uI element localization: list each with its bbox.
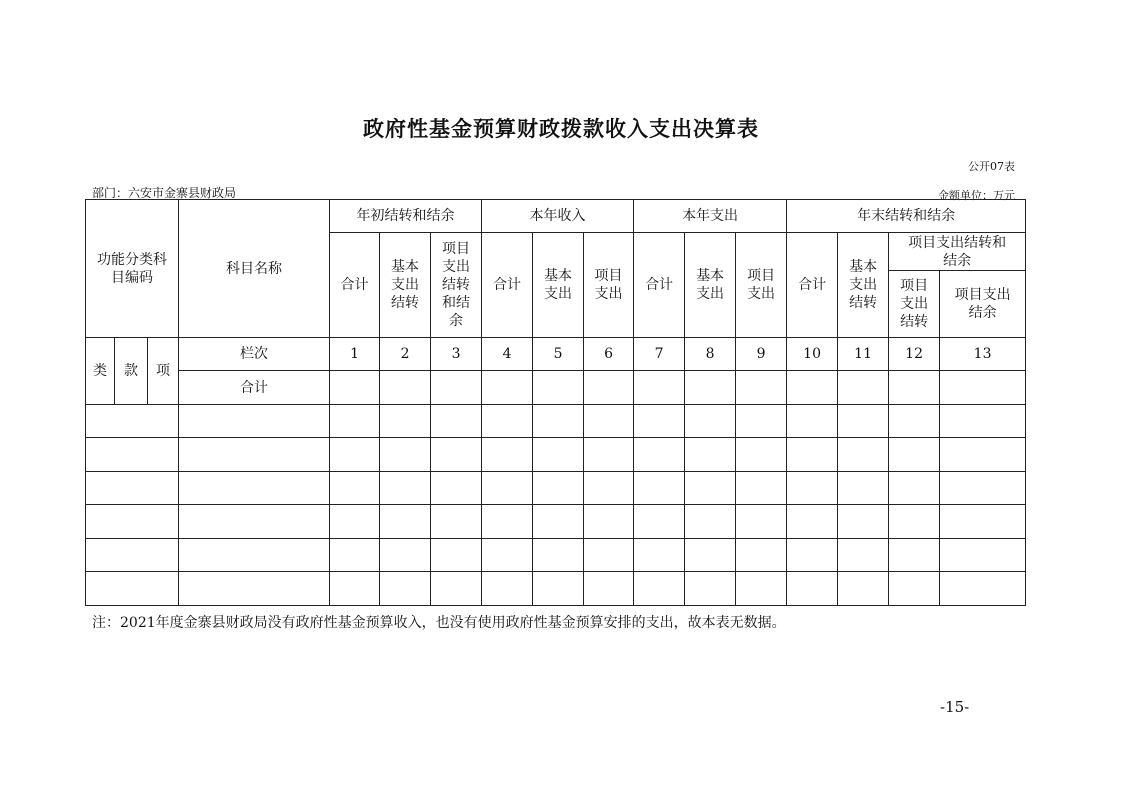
col-number: 11 xyxy=(838,338,889,371)
table-title: 政府性基金预算财政拨款收入支出决算表 xyxy=(363,117,759,141)
table-row xyxy=(86,472,1026,505)
func-code-header: 功能分类科目编码 xyxy=(86,200,179,338)
col-header: 合计 xyxy=(482,233,533,338)
unit-label: 金额单位：万元 xyxy=(938,189,1015,202)
column-number-row xyxy=(86,338,1026,371)
col-header: 项目支出 xyxy=(736,233,787,338)
code-part-xiang: 项 xyxy=(148,338,179,405)
table-row xyxy=(86,539,1026,572)
col-header: 项目支出结转 xyxy=(889,271,940,338)
col-header: 基本支出结转 xyxy=(380,233,431,338)
col-header: 合计 xyxy=(330,233,380,338)
budget-table xyxy=(85,199,1026,606)
page-number: -15- xyxy=(940,698,970,716)
group-header-opening: 年初结转和结余 xyxy=(330,200,482,233)
code-part-lei: 类 xyxy=(86,338,115,405)
code-part-kuan: 款 xyxy=(115,338,148,405)
col-number: 7 xyxy=(634,338,685,371)
table-row xyxy=(86,405,1026,438)
table-row xyxy=(86,505,1026,539)
col-number: 3 xyxy=(431,338,482,371)
sub-group-header: 项目支出结转和结余 xyxy=(889,233,1026,271)
table-row xyxy=(86,572,1026,606)
group-header-expense: 本年支出 xyxy=(634,200,787,233)
group-header-closing: 年末结转和结余 xyxy=(787,200,1026,233)
col-number: 8 xyxy=(685,338,736,371)
col-header: 基本支出结转 xyxy=(838,233,889,338)
col-number: 13 xyxy=(940,338,1026,371)
footnote: 注：2021年度金寨县财政局没有政府性基金预算收入，也没有使用政府性基金预算安排的支出，故本表无数据。 xyxy=(92,615,786,631)
col-number: 2 xyxy=(380,338,431,371)
department-label: 部门：六安市金寨县财政局 xyxy=(92,186,237,200)
col-header: 基本支出 xyxy=(533,233,584,338)
col-number: 10 xyxy=(787,338,838,371)
col-number: 9 xyxy=(736,338,787,371)
form-code: 公开07表 xyxy=(968,160,1015,173)
col-header: 项目支出结转和结余 xyxy=(431,233,482,338)
col-header: 合计 xyxy=(634,233,685,338)
col-number: 12 xyxy=(889,338,940,371)
table-row xyxy=(86,438,1026,472)
header-row-1 xyxy=(86,200,1026,233)
group-header-income: 本年收入 xyxy=(482,200,634,233)
subject-name-header: 科目名称 xyxy=(179,200,330,338)
total-row xyxy=(86,371,1026,405)
col-header: 项目支出 xyxy=(584,233,634,338)
col-header: 项目支出结余 xyxy=(940,271,1026,338)
col-number: 4 xyxy=(482,338,533,371)
col-number: 5 xyxy=(533,338,584,371)
col-header: 合计 xyxy=(787,233,838,338)
col-header: 基本支出 xyxy=(685,233,736,338)
col-row-label: 栏次 xyxy=(179,338,330,371)
col-number: 6 xyxy=(584,338,634,371)
col-number: 1 xyxy=(330,338,380,371)
total-label: 合计 xyxy=(179,371,330,405)
